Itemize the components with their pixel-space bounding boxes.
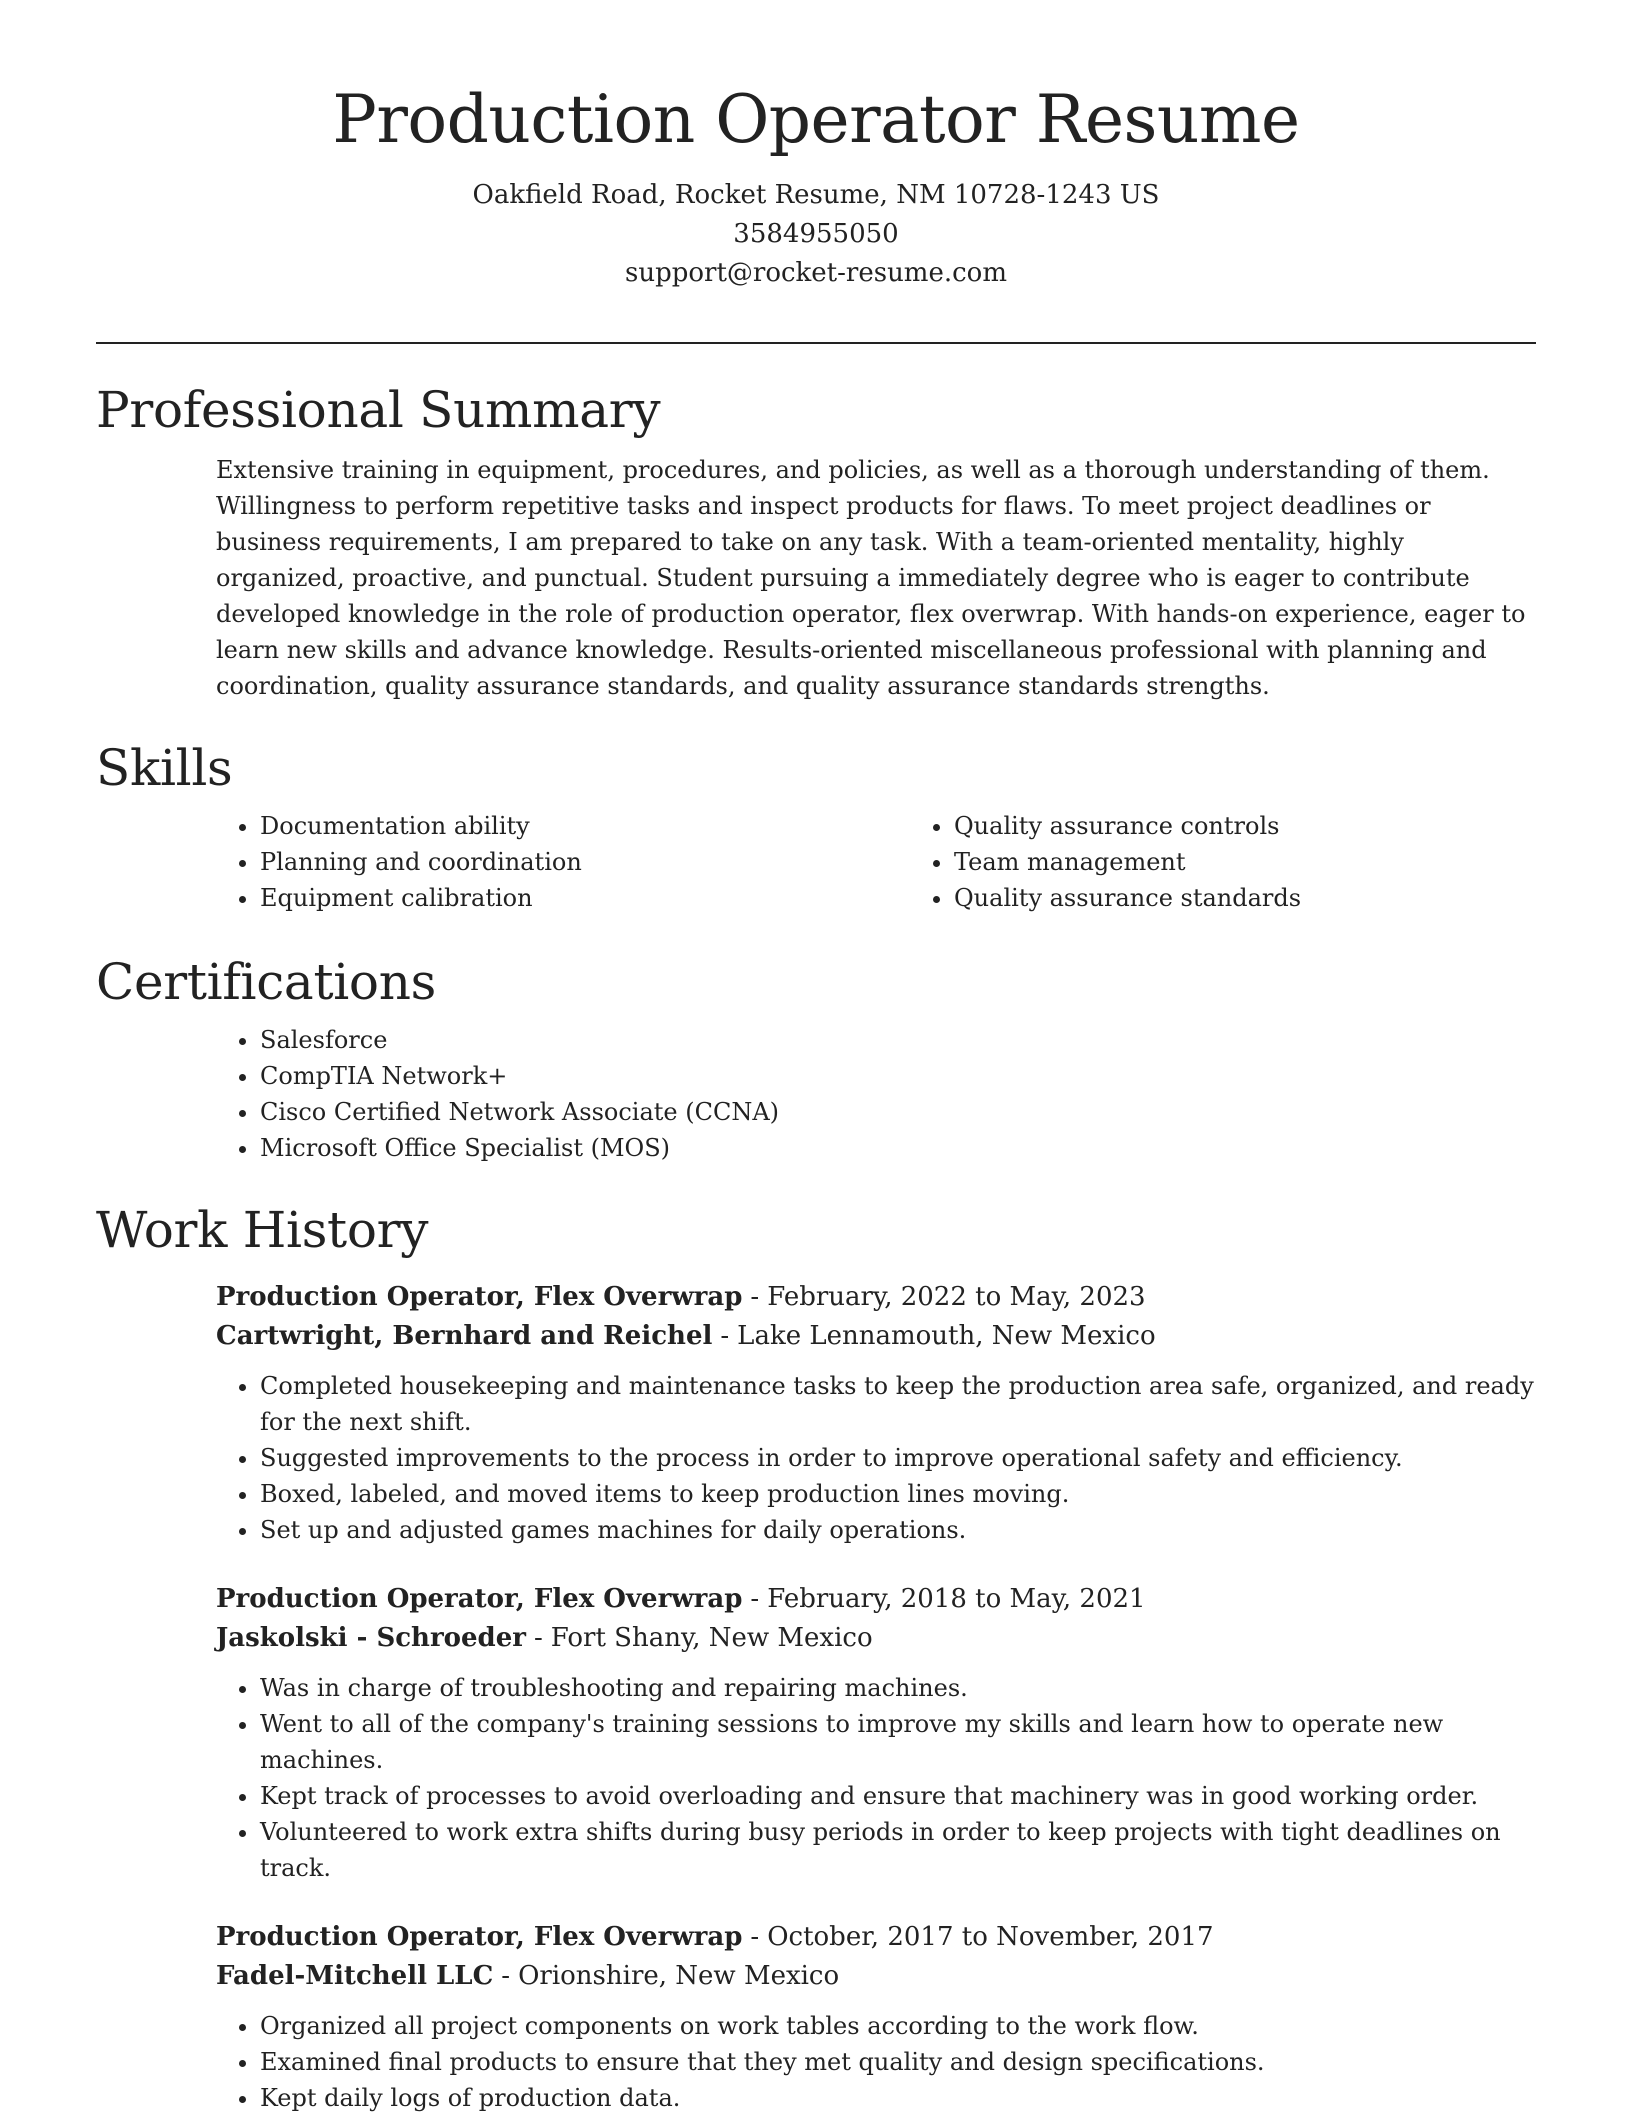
job-dates: February, 2018 to May, 2021: [767, 1584, 1146, 1614]
skills-list-right: [910, 808, 1604, 916]
job-duty: • Suggested improvements to the process in order to improve operational safety and efficiency.: [260, 1440, 1536, 1476]
job-title: Production Operator, Flex Overwrap: [216, 1584, 743, 1614]
certification-item: • Cisco Certified Network Associate (CCNA): [260, 1094, 1536, 1130]
page-title: Production Operator Resume: [332, 81, 1300, 158]
section-heading-work-history: Work History: [96, 1201, 429, 1259]
job-duty: • Volunteered to work extra shifts during busy periods in order to keep projects with tight deadlines on track.: [260, 1814, 1536, 1886]
job-duty: • Completed housekeeping and maintenance tasks to keep the production area safe, organized, and ready for the next shift.: [260, 1368, 1536, 1440]
skill-item: • Quality assurance controls: [954, 808, 1604, 844]
job-duty: • Set up and adjusted games machines for daily operations.: [260, 1512, 1536, 1548]
certifications-list: [216, 1022, 1536, 1166]
job-entry: [216, 1918, 1536, 2116]
job-title-line: [216, 1918, 1536, 1957]
section-heading-certifications: Certifications: [96, 953, 436, 1011]
job-duties-list: [216, 1368, 1536, 1548]
job-dates: October, 2017 to November, 2017: [767, 1922, 1214, 1952]
job-entry: [216, 1580, 1536, 1886]
job-duty: • Organized all project components on work tables according to the work flow.: [260, 2008, 1536, 2044]
job-duties-list: [216, 1670, 1536, 1886]
separator: -: [501, 1961, 511, 1991]
separator: -: [750, 1584, 760, 1614]
job-company-line: [216, 1957, 1536, 1996]
job-company: Jaskolski - Schroeder: [216, 1623, 526, 1653]
separator: -: [533, 1623, 543, 1653]
job-duty: • Went to all of the company's training sessions to improve my skills and learn how to operate new machines.: [260, 1706, 1536, 1778]
skills-grid: [216, 808, 1536, 916]
email: support@rocket-resume.com: [624, 257, 1007, 288]
job-entry: [216, 1278, 1536, 1548]
job-duties-list: [216, 2008, 1536, 2116]
phone: 3584955050: [733, 218, 899, 249]
skill-item: • Documentation ability: [260, 808, 910, 844]
job-company: Cartwright, Bernhard and Reichel: [216, 1321, 713, 1351]
separator: -: [750, 1282, 760, 1312]
job-location: Orionshire, New Mexico: [518, 1961, 840, 1991]
summary-text: Extensive training in equipment, procedures, and policies, as well as a thorough understanding of them. Willingness to perform repetitive tasks and inspect products for flaws. To meet project deadlines or business requirements, I am prepared to take on any task. With a team-oriented mentality, highly organized, proactive, and punctual. Student pursuing a immediately degree who is eager to contribute developed knowledge in the role of production operator, flex overwrap. With hands-on experience, eager to learn new skills and advance knowledge. Results-oriented miscellaneous professional with planning and coordination, quality assurance standards, and quality assurance standards strengths.: [216, 456, 1526, 700]
skill-item: • Equipment calibration: [260, 880, 910, 916]
skill-item: • Quality assurance standards: [954, 880, 1604, 916]
contact-info: [0, 176, 1632, 293]
skills-list-left: [216, 808, 910, 916]
separator: -: [750, 1922, 760, 1952]
job-duty: • Boxed, labeled, and moved items to keep production lines moving.: [260, 1476, 1536, 1512]
address: Oakfield Road, Rocket Resume, NM 10728-1243 US: [472, 179, 1160, 210]
job-duty: • Kept track of processes to avoid overloading and ensure that machinery was in good working order.: [260, 1778, 1536, 1814]
certifications-section: [96, 952, 1536, 1166]
summary-section: [96, 380, 1536, 704]
job-duty: • Kept daily logs of production data.: [260, 2080, 1536, 2116]
separator: -: [720, 1321, 730, 1351]
header-divider: [96, 342, 1536, 344]
job-duty: • Examined final products to ensure that they met quality and design specifications.: [260, 2044, 1536, 2080]
certification-item: • CompTIA Network+: [260, 1058, 1536, 1094]
job-title: Production Operator, Flex Overwrap: [216, 1922, 743, 1952]
job-title-line: [216, 1278, 1536, 1317]
certification-item: • Salesforce: [260, 1022, 1536, 1058]
job-title: Production Operator, Flex Overwrap: [216, 1282, 743, 1312]
resume-header: [0, 0, 1632, 293]
job-location: Lake Lennamouth, New Mexico: [737, 1321, 1156, 1351]
work-history-section: [96, 1200, 1536, 2116]
job-title-line: [216, 1580, 1536, 1619]
section-heading-skills: Skills: [96, 739, 233, 797]
skills-section: [96, 738, 1536, 916]
job-company: Fadel-Mitchell LLC: [216, 1961, 494, 1991]
certification-item: • Microsoft Office Specialist (MOS): [260, 1130, 1536, 1166]
skill-item: • Planning and coordination: [260, 844, 910, 880]
section-heading-summary: Professional Summary: [96, 381, 661, 439]
job-duty: • Was in charge of troubleshooting and repairing machines.: [260, 1670, 1536, 1706]
job-location: Fort Shany, New Mexico: [550, 1623, 873, 1653]
skill-item: • Team management: [954, 844, 1604, 880]
job-company-line: [216, 1317, 1536, 1356]
job-dates: February, 2022 to May, 2023: [767, 1282, 1146, 1312]
job-company-line: [216, 1619, 1536, 1658]
